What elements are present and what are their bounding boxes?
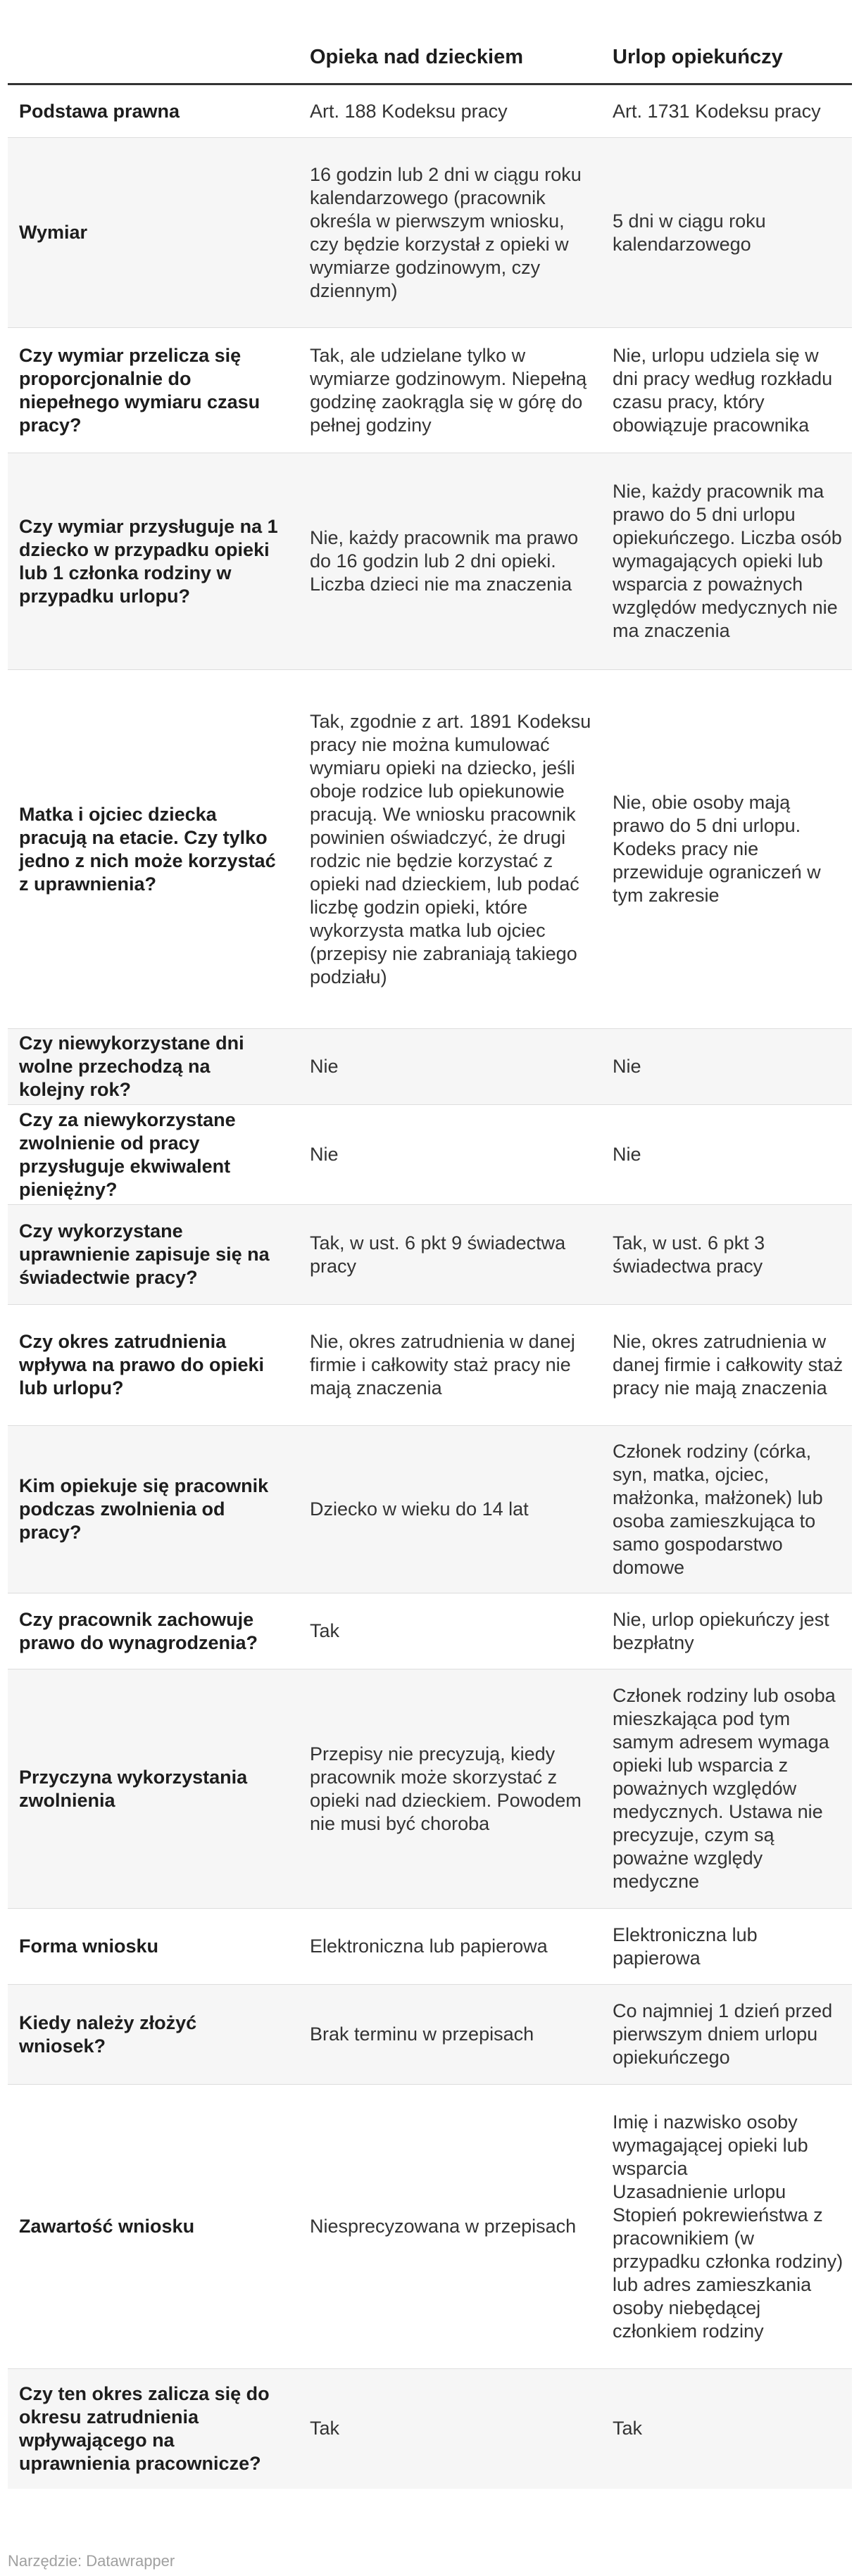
table-row	[8, 1305, 852, 1426]
table-row	[8, 1105, 852, 1205]
care-leave-cell: Nie, każdy pracownik ma prawo do 5 dni urlopu opiekuńczego. Liczba osób wymagających opieki lub wsparcia z poważnych względów medycznych nie ma znaczenia	[599, 453, 852, 670]
row-label: Czy za niewykorzystane zwolnienie od pracy przysługuje ekwiwalent pieniężny?	[8, 1105, 296, 1205]
childcare-cell: Elektroniczna lub papierowa	[296, 1909, 599, 1985]
care-leave-cell: Nie, urlop opiekuńczy jest bezpłatny	[599, 1593, 852, 1669]
comparison-table	[8, 0, 852, 2489]
care-leave-cell: Nie, okres zatrudnienia w danej firmie i całkowity staż pracy nie mają znaczenia	[599, 1305, 852, 1426]
row-label: Czy okres zatrudnienia wpływa na prawo do opieki lub urlopu?	[8, 1305, 296, 1426]
childcare-cell: Tak	[296, 2369, 599, 2489]
care-leave-cell: 5 dni w ciągu roku kalendarzowego	[599, 138, 852, 328]
care-leave-cell: Elektroniczna lub papierowa	[599, 1909, 852, 1985]
row-label: Podstawa prawna	[8, 84, 296, 138]
childcare-cell: Przepisy nie precyzują, kiedy pracownik może skorzystać z opieki nad dzieckiem. Powodem nie musi być choroba	[296, 1669, 599, 1909]
childcare-cell: Nie	[296, 1105, 599, 1205]
table-row	[8, 138, 852, 328]
table-row	[8, 1205, 852, 1305]
childcare-cell: Nie, okres zatrudnienia w danej firmie i całkowity staż pracy nie mają znaczenia	[296, 1305, 599, 1426]
childcare-cell: Nie	[296, 1029, 599, 1105]
care-leave-cell: Członek rodziny lub osoba mieszkająca pod tym samym adresem wymaga opieki lub wsparcia z poważnych względów medycznych. Ustawa nie precyzuje, czym są poważne względy medyczne	[599, 1669, 852, 1909]
row-label: Wymiar	[8, 138, 296, 328]
childcare-cell: Tak, zgodnie z art. 1891 Kodeksu pracy nie można kumulować wymiaru opieki na dziecko, jeśli oboje rodzice lub opiekunowie pracują. We wniosku pracownik powinien oświadczyć, że drugi rodzic nie będzie korzystać z opieki nad dzieckiem, lub podać liczbę godzin opieki, które wykorzysta matka lub ojciec (przepisy nie zabraniają takiego podziału)	[296, 670, 599, 1029]
care-leave-cell: Co najmniej 1 dzień przed pierwszym dniem urlopu opiekuńczego	[599, 1985, 852, 2085]
care-leave-cell: Nie	[599, 1029, 852, 1105]
table-row	[8, 328, 852, 453]
row-label: Forma wniosku	[8, 1909, 296, 1985]
row-label: Kiedy należy złożyć wniosek?	[8, 1985, 296, 2085]
table-row	[8, 453, 852, 670]
header-empty	[8, 0, 296, 84]
childcare-cell: Tak	[296, 1593, 599, 1669]
table-row	[8, 2085, 852, 2369]
row-label: Przyczyna wykorzystania zwolnienia	[8, 1669, 296, 1909]
childcare-cell: Tak, w ust. 6 pkt 9 świadectwa pracy	[296, 1205, 599, 1305]
care-leave-cell: Tak, w ust. 6 pkt 3 świadectwa pracy	[599, 1205, 852, 1305]
care-leave-cell: Art. 1731 Kodeksu pracy	[599, 84, 852, 138]
childcare-cell: Nie, każdy pracownik ma prawo do 16 godzin lub 2 dni opieki. Liczba dzieci nie ma znaczenia	[296, 453, 599, 670]
table-body	[8, 84, 852, 2489]
table-row	[8, 670, 852, 1029]
childcare-cell: Niesprecyzowana w przepisach	[296, 2085, 599, 2369]
row-label: Zawartość wniosku	[8, 2085, 296, 2369]
table-row	[8, 1909, 852, 1985]
care-leave-cell: Członek rodziny (córka, syn, matka, ojciec, małżonka, małżonek) lub osoba zamieszkująca to samo gospodarstwo domowe	[599, 1426, 852, 1593]
care-leave-cell: Nie, obie osoby mają prawo do 5 dni urlopu. Kodeks pracy nie przewiduje ograniczeń w tym zakresie	[599, 670, 852, 1029]
table-row	[8, 1029, 852, 1105]
childcare-cell: Art. 188 Kodeksu pracy	[296, 84, 599, 138]
childcare-cell: Tak, ale udzielane tylko w wymiarze godzinowym. Niepełną godzinę zaokrągla się w górę do pełnej godziny	[296, 328, 599, 453]
table-header-row	[8, 0, 852, 84]
header-childcare: Opieka nad dzieckiem	[296, 0, 599, 84]
table-row	[8, 1593, 852, 1669]
row-label: Matka i ojciec dziecka pracują na etacie. Czy tylko jedno z nich może korzystać z uprawnienia?	[8, 670, 296, 1029]
table-row	[8, 1426, 852, 1593]
childcare-cell: Brak terminu w przepisach	[296, 1985, 599, 2085]
care-leave-cell: Imię i nazwisko osoby wymagającej opieki lub wsparcia Uzasadnienie urlopu Stopień pokrewieństwa z pracownikiem (w przypadku członka rodziny) lub adres zamieszkania osoby niebędącej członkiem rodziny	[599, 2085, 852, 2369]
row-label: Kim opiekuje się pracownik podczas zwolnienia od pracy?	[8, 1426, 296, 1593]
source-note: Narzędzie: Datawrapper	[8, 2552, 175, 2570]
table-row	[8, 1669, 852, 1909]
table-row	[8, 1985, 852, 2085]
care-leave-cell: Nie, urlopu udziela się w dni pracy według rozkładu czasu pracy, który obowiązuje pracownika	[599, 328, 852, 453]
header-care-leave: Urlop opiekuńczy	[599, 0, 852, 84]
care-leave-cell: Tak	[599, 2369, 852, 2489]
row-label: Czy wykorzystane uprawnienie zapisuje się na świadectwie pracy?	[8, 1205, 296, 1305]
childcare-cell: 16 godzin lub 2 dni w ciągu roku kalendarzowego (pracownik określa w pierwszym wniosku, czy będzie korzystał z opieki w wymiarze godzinowym, czy dziennym)	[296, 138, 599, 328]
row-label: Czy wymiar przysługuje na 1 dziecko w przypadku opieki lub 1 członka rodziny w przypadku urlopu?	[8, 453, 296, 670]
care-leave-cell: Nie	[599, 1105, 852, 1205]
table-row	[8, 2369, 852, 2489]
row-label: Czy niewykorzystane dni wolne przechodzą na kolejny rok?	[8, 1029, 296, 1105]
row-label: Czy wymiar przelicza się proporcjonalnie do niepełnego wymiaru czasu pracy?	[8, 328, 296, 453]
table-row	[8, 84, 852, 138]
row-label: Czy ten okres zalicza się do okresu zatrudnienia wpływającego na uprawnienia pracownicze?	[8, 2369, 296, 2489]
row-label: Czy pracownik zachowuje prawo do wynagrodzenia?	[8, 1593, 296, 1669]
childcare-cell: Dziecko w wieku do 14 lat	[296, 1426, 599, 1593]
